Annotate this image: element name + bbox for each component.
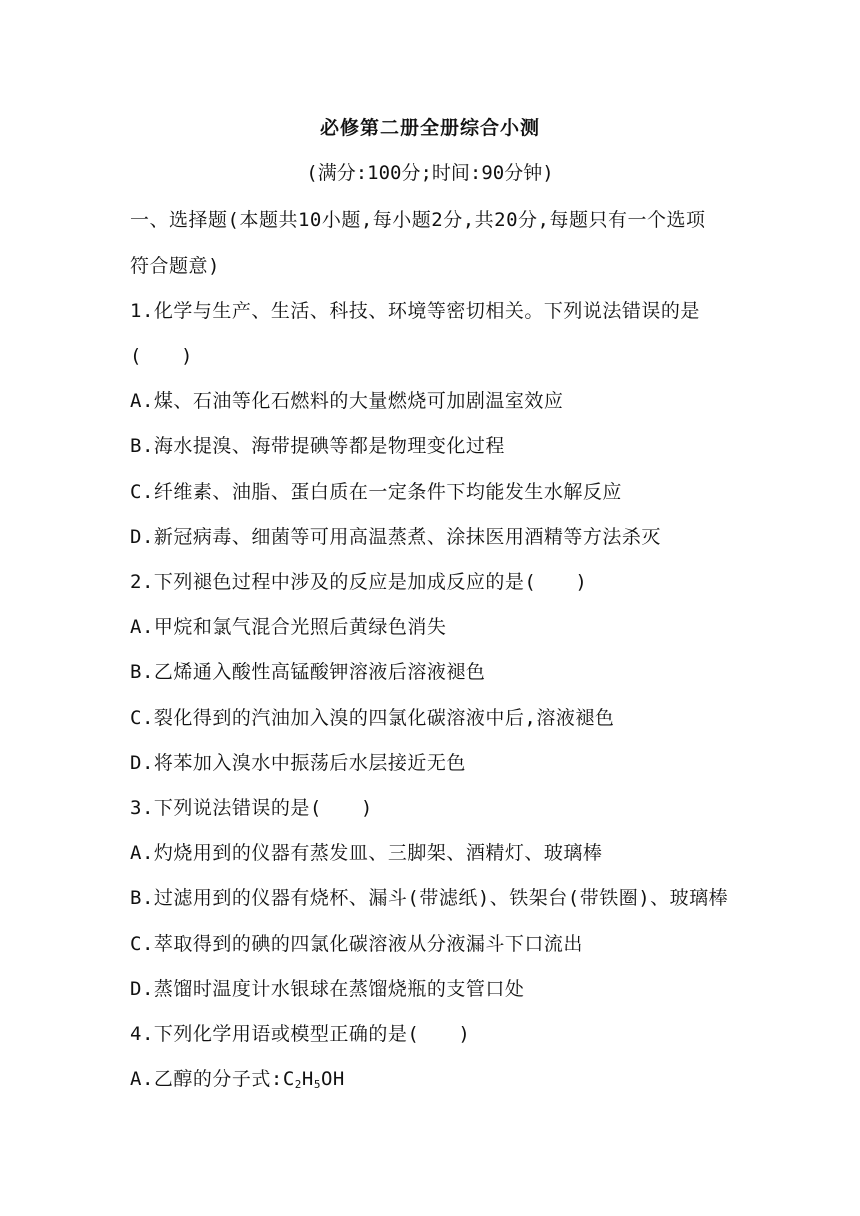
question-3-option-d: D.蒸馏时温度计水银球在蒸馏烧瓶的支管口处 (130, 978, 525, 1000)
formula-prefix: A.乙醇的分子式:C (130, 1068, 295, 1090)
question-3-option-b: B.过滤用到的仪器有烧杯、漏斗(带滤纸)、铁架台(带铁圈)、玻璃棒 (130, 887, 729, 909)
question-2-option-a: A.甲烷和氯气混合光照后黄绿色消失 (130, 616, 447, 638)
question-2-option-d: D.将苯加入溴水中振荡后水层接近无色 (130, 752, 466, 774)
question-1-answer-blank: ( ) (130, 345, 193, 367)
question-4-stem: 4.下列化学用语或模型正确的是( ) (130, 1023, 471, 1045)
question-1-option-b: B.海水提溴、海带提碘等都是物理变化过程 (130, 435, 505, 457)
question-1-option-d: D.新冠病毒、细菌等可用高温蒸煮、涂抹医用酒精等方法杀灭 (130, 526, 661, 548)
question-2-stem: 2.下列褪色过程中涉及的反应是加成反应的是( ) (130, 571, 588, 593)
formula-h: H (301, 1068, 314, 1090)
question-3-option-c: C.萃取得到的碘的四氯化碳溶液从分液漏斗下口流出 (130, 933, 583, 955)
question-4-option-a (130, 1064, 345, 1091)
formula-subscript-c: 2 (294, 1078, 302, 1091)
section-heading: 一、选择题(本题共10小题,每小题2分,共20分,每题只有一个选项 (130, 209, 706, 231)
formula-suffix: OH (320, 1068, 345, 1090)
document-title: 必修第二册全册综合小测 (319, 117, 540, 139)
question-2-option-c: C.裂化得到的汽油加入溴的四氯化碳溶液中后,溶液褪色 (130, 707, 615, 729)
question-1-stem: 1.化学与生产、生活、科技、环境等密切相关。下列说法错误的是 (130, 300, 700, 322)
section-heading-continued: 符合题意) (130, 255, 220, 277)
formula-subscript-h: 5 (313, 1078, 321, 1091)
question-3-stem: 3.下列说法错误的是( ) (130, 797, 373, 819)
document-subtitle: (满分:100分;时间:90分钟) (306, 162, 554, 184)
question-3-option-a: A.灼烧用到的仪器有蒸发皿、三脚架、酒精灯、玻璃棒 (130, 842, 603, 864)
question-2-option-b: B.乙烯通入酸性高锰酸钾溶液后溶液褪色 (130, 661, 486, 683)
question-1-option-c: C.纤维素、油脂、蛋白质在一定条件下均能发生水解反应 (130, 481, 622, 503)
question-1-option-a: A.煤、石油等化石燃料的大量燃烧可加剧温室效应 (130, 390, 564, 412)
